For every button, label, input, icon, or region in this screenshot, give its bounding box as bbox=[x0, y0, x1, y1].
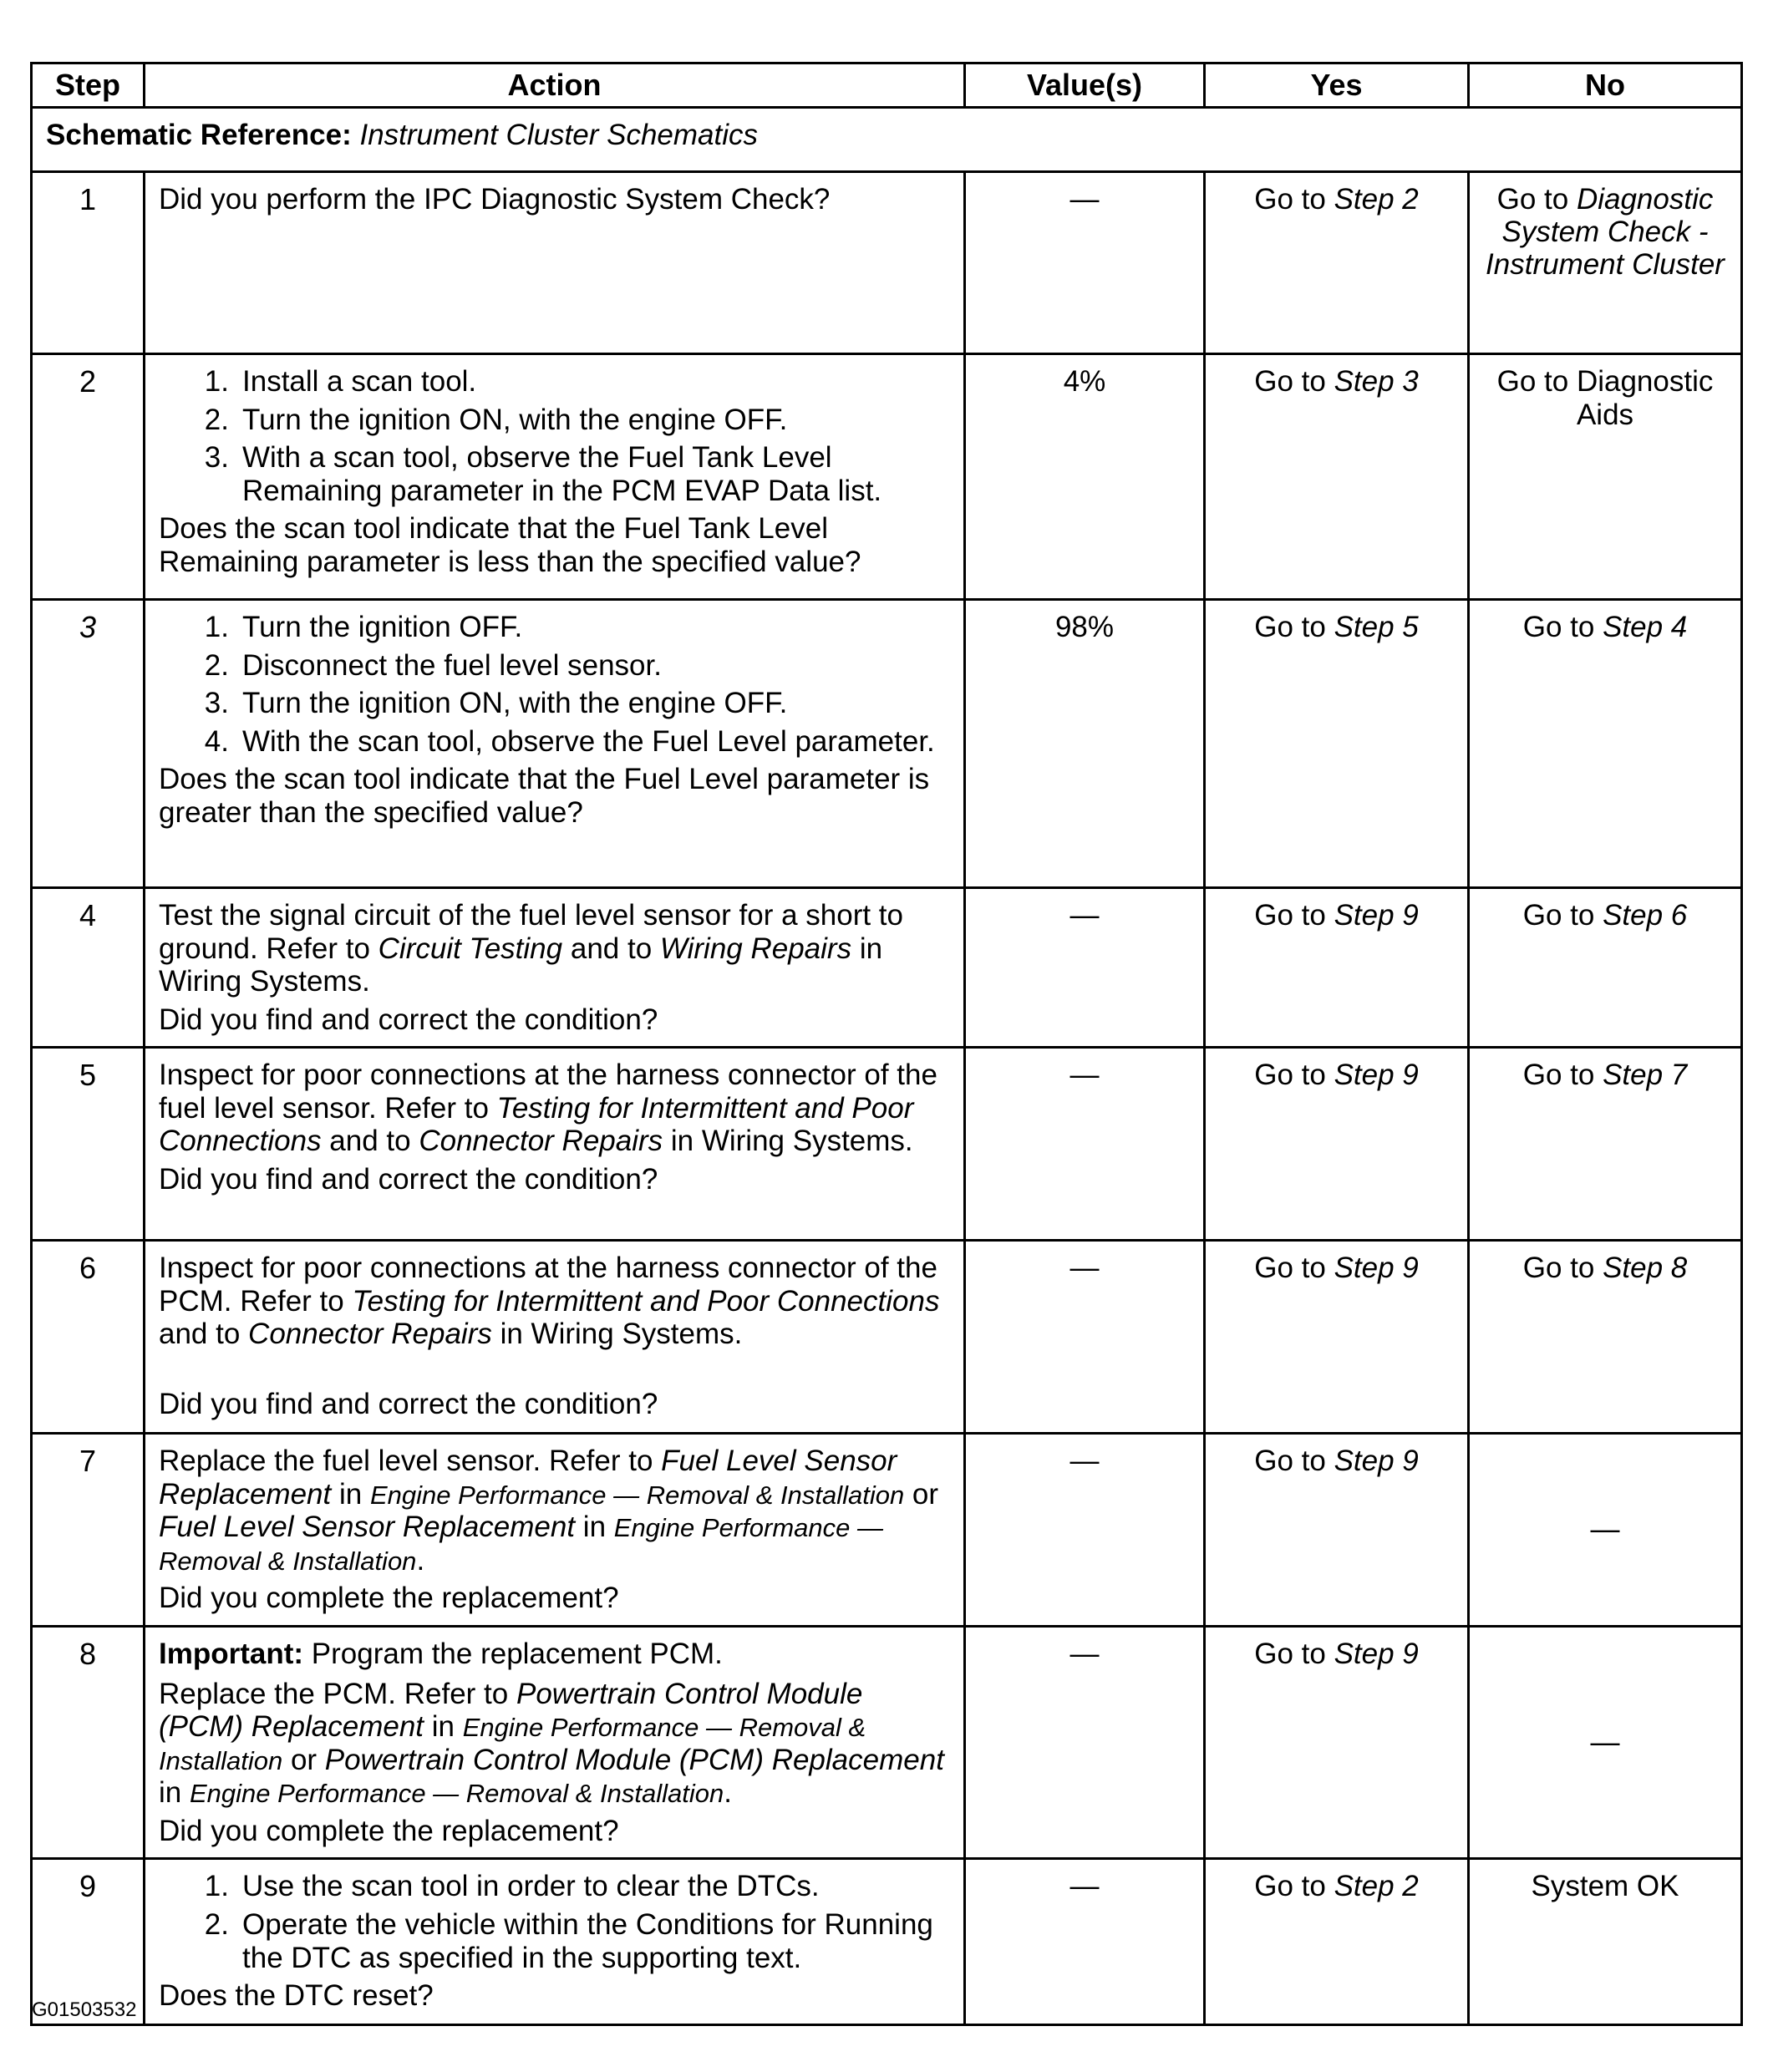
ref-link[interactable]: Testing for Intermittent and Poor Connections bbox=[352, 1284, 940, 1318]
yes-prefix: Go to bbox=[1254, 1870, 1334, 1903]
yes-cell bbox=[1205, 600, 1469, 888]
value-cell: — bbox=[965, 1241, 1205, 1434]
action-question: Did you complete the replacement? bbox=[159, 1814, 619, 1847]
step-number: 3 bbox=[32, 600, 145, 888]
no-prefix: Go to bbox=[1496, 183, 1577, 216]
yes-prefix: Go to bbox=[1254, 611, 1334, 643]
table-row bbox=[32, 1048, 1742, 1241]
yes-cell bbox=[1205, 1241, 1469, 1434]
header-no: No bbox=[1469, 63, 1742, 108]
list-item: 2. Turn the ignition ON, with the engine OFF. bbox=[204, 403, 788, 436]
action-list bbox=[159, 611, 950, 758]
no-prefix: Go to bbox=[1522, 1059, 1603, 1092]
action-question: Did you find and correct the condition? bbox=[159, 1003, 658, 1036]
table-row bbox=[32, 1241, 1742, 1434]
header-action: Action bbox=[145, 63, 965, 108]
list-item: 4. With the scan tool, observe the Fuel Level parameter. bbox=[204, 724, 935, 758]
section-ref: Engine Performance — Removal & Installation bbox=[159, 1513, 883, 1576]
header-row bbox=[32, 63, 1742, 108]
action-cell bbox=[145, 600, 965, 888]
value-cell: — bbox=[965, 1627, 1205, 1859]
no-prefix: Go to bbox=[1522, 611, 1603, 643]
no-link[interactable]: Step 8 bbox=[1603, 1252, 1688, 1285]
action-cell bbox=[145, 354, 965, 600]
yes-cell bbox=[1205, 1627, 1469, 1859]
schematic-label: Schematic Reference: bbox=[46, 119, 352, 151]
action-list bbox=[159, 365, 950, 507]
table-row bbox=[32, 1859, 1742, 2025]
action-cell bbox=[145, 1859, 965, 2025]
yes-link[interactable]: Step 9 bbox=[1334, 899, 1419, 932]
yes-cell bbox=[1205, 888, 1469, 1048]
ref-link[interactable]: Powertrain Control Module (PCM) Replacement bbox=[159, 1677, 863, 1744]
important-note: Important: Program the replacement PCM. bbox=[159, 1638, 723, 1671]
ref-link[interactable]: Fuel Level Sensor Replacement bbox=[159, 1511, 576, 1544]
ref-link[interactable]: Circuit Testing bbox=[378, 932, 563, 965]
action-text: Replace the PCM. Refer to Powertrain Control Module (PCM) Replacement in Engine Performance — Removal & Installation or Powertrain Control Module (PCM) Replacement in Engine Performance — Removal & Installation. bbox=[159, 1677, 944, 1810]
list-item: 1. Install a scan tool. bbox=[204, 365, 477, 398]
yes-link[interactable]: Step 9 bbox=[1334, 1445, 1419, 1478]
action-text: Replace the fuel level sensor. Refer to Fuel Level Sensor Replacement in Engine Performance — Removal & Installation or Fuel Level Sensor Replacement in Engine Performance — Removal & Installation. bbox=[159, 1445, 939, 1577]
yes-link[interactable]: Step 3 bbox=[1334, 365, 1419, 398]
header-yes: Yes bbox=[1205, 63, 1469, 108]
action-cell bbox=[145, 1048, 965, 1241]
no-cell bbox=[1469, 1241, 1742, 1434]
no-cell: — bbox=[1469, 1627, 1742, 1859]
action-text: Inspect for poor connections at the harness connector of the fuel level sensor. Refer to Testing for Intermittent and Poor Connections and to Connector Repairs in Wiring Systems. bbox=[159, 1059, 937, 1158]
no-link[interactable]: Diagnostic System Check - Instrument Cluster bbox=[1486, 183, 1725, 282]
yes-prefix: Go to bbox=[1254, 1638, 1334, 1671]
action-cell bbox=[145, 172, 965, 354]
no-link[interactable]: Step 7 bbox=[1603, 1059, 1688, 1092]
yes-prefix: Go to bbox=[1254, 1445, 1334, 1478]
no-prefix: Go to bbox=[1522, 899, 1603, 932]
step-number: 9 bbox=[32, 1859, 145, 2025]
action-text: Did you perform the IPC Diagnostic System Check? bbox=[159, 183, 831, 216]
no-link[interactable]: Step 4 bbox=[1603, 611, 1688, 643]
figure-id: G01503532 bbox=[32, 1998, 137, 2021]
table-row bbox=[32, 354, 1742, 600]
section-ref: Engine Performance — Removal & Installation bbox=[189, 1779, 724, 1809]
schematic-reference bbox=[32, 108, 1742, 172]
table-row bbox=[32, 1434, 1742, 1627]
yes-link[interactable]: Step 2 bbox=[1334, 183, 1419, 216]
no-link[interactable]: Step 6 bbox=[1603, 899, 1688, 932]
no-cell bbox=[1469, 888, 1742, 1048]
yes-prefix: Go to bbox=[1254, 899, 1334, 932]
value-cell: — bbox=[965, 1859, 1205, 2025]
step-number: 6 bbox=[32, 1241, 145, 1434]
ref-link[interactable]: Testing for Intermittent and Poor Connections bbox=[159, 1091, 914, 1158]
yes-prefix: Go to bbox=[1254, 1252, 1334, 1285]
value-cell: 98% bbox=[965, 600, 1205, 888]
yes-prefix: Go to bbox=[1254, 1059, 1334, 1092]
diagnostic-table bbox=[30, 62, 1743, 2026]
table-row bbox=[32, 888, 1742, 1048]
value-cell: 4% bbox=[965, 354, 1205, 600]
list-item: 2. Disconnect the fuel level sensor. bbox=[204, 648, 662, 682]
yes-cell bbox=[1205, 1434, 1469, 1627]
yes-cell bbox=[1205, 354, 1469, 600]
schematic-row bbox=[32, 108, 1742, 172]
step-number: 8 bbox=[32, 1627, 145, 1859]
diagnostic-table-container bbox=[30, 62, 1740, 2026]
ref-link[interactable]: Connector Repairs bbox=[248, 1318, 492, 1351]
yes-link[interactable]: Step 5 bbox=[1334, 611, 1419, 643]
value-cell: — bbox=[965, 1434, 1205, 1627]
no-cell: — bbox=[1469, 1434, 1742, 1627]
step-number: 4 bbox=[32, 888, 145, 1048]
action-question: Did you find and correct the condition? bbox=[159, 1387, 658, 1420]
step-number: 7 bbox=[32, 1434, 145, 1627]
table-row bbox=[32, 172, 1742, 354]
action-text: Test the signal circuit of the fuel level sensor for a short to ground. Refer to Circuit Testing and to Wiring Repairs in Wiring Systems. bbox=[159, 899, 903, 998]
action-question: Did you complete the replacement? bbox=[159, 1582, 619, 1615]
no-cell[interactable]: Go to Diagnostic Aids bbox=[1469, 354, 1742, 600]
action-question: Did you find and correct the condition? bbox=[159, 1162, 658, 1196]
yes-link[interactable]: Step 2 bbox=[1334, 1870, 1419, 1903]
action-cell bbox=[145, 1434, 965, 1627]
yes-link[interactable]: Step 9 bbox=[1334, 1059, 1419, 1092]
list-item: 3. Turn the ignition ON, with the engine OFF. bbox=[204, 687, 788, 720]
yes-prefix: Go to bbox=[1254, 183, 1334, 216]
step-number: 2 bbox=[32, 354, 145, 600]
value-cell: — bbox=[965, 888, 1205, 1048]
yes-link[interactable]: Step 9 bbox=[1334, 1638, 1419, 1671]
yes-cell bbox=[1205, 172, 1469, 354]
step-number: 5 bbox=[32, 1048, 145, 1241]
table-row bbox=[32, 1627, 1742, 1859]
yes-link[interactable]: Step 9 bbox=[1334, 1252, 1419, 1285]
ref-link[interactable]: Fuel Level Sensor Replacement bbox=[159, 1445, 897, 1511]
value-cell: — bbox=[965, 172, 1205, 354]
list-item: 3. With a scan tool, observe the Fuel Tank Level Remaining parameter in the PCM EVAP Data list. bbox=[204, 441, 882, 507]
no-prefix: Go to bbox=[1522, 1252, 1603, 1285]
action-text: Inspect for poor connections at the harness connector of the PCM. Refer to Testing for Intermittent and Poor Connections and to Connector Repairs in Wiring Systems. bbox=[159, 1252, 940, 1351]
list-item: 1. Turn the ignition OFF. bbox=[204, 611, 523, 643]
action-question: Does the scan tool indicate that the Fuel Tank Level Remaining parameter is less than the specified value? bbox=[159, 512, 861, 578]
value-cell: — bbox=[965, 1048, 1205, 1241]
no-cell bbox=[1469, 172, 1742, 354]
yes-cell bbox=[1205, 1048, 1469, 1241]
header-values: Value(s) bbox=[965, 63, 1205, 108]
section-ref: Engine Performance — Removal & Installation bbox=[369, 1480, 905, 1510]
yes-cell bbox=[1205, 1859, 1469, 2025]
action-question: Does the DTC reset? bbox=[159, 1979, 434, 2013]
no-cell bbox=[1469, 1048, 1742, 1241]
ref-link[interactable]: Connector Repairs bbox=[419, 1125, 663, 1158]
section-ref: Engine Performance — Removal & Installation bbox=[159, 1713, 866, 1775]
ref-link[interactable]: Powertrain Control Module (PCM) Replacement bbox=[324, 1743, 944, 1776]
action-cell bbox=[145, 888, 965, 1048]
schematic-link[interactable]: Instrument Cluster Schematics bbox=[359, 119, 759, 151]
list-item: 1. Use the scan tool in order to clear the DTCs. bbox=[204, 1870, 820, 1903]
action-cell bbox=[145, 1627, 965, 1859]
ref-link[interactable]: Wiring Repairs bbox=[659, 932, 852, 965]
action-cell bbox=[145, 1241, 965, 1434]
yes-prefix: Go to bbox=[1254, 365, 1334, 398]
step-number: 1 bbox=[32, 172, 145, 354]
no-cell bbox=[1469, 600, 1742, 888]
list-item: 2. Operate the vehicle within the Conditions for Running the DTC as specified in the supporting text. bbox=[204, 1908, 933, 1974]
no-cell: System OK bbox=[1469, 1859, 1742, 2025]
header-step: Step bbox=[32, 63, 145, 108]
action-list bbox=[159, 1870, 950, 1974]
table-row bbox=[32, 600, 1742, 888]
action-question: Does the scan tool indicate that the Fuel Level parameter is greater than the specified value? bbox=[159, 763, 930, 829]
